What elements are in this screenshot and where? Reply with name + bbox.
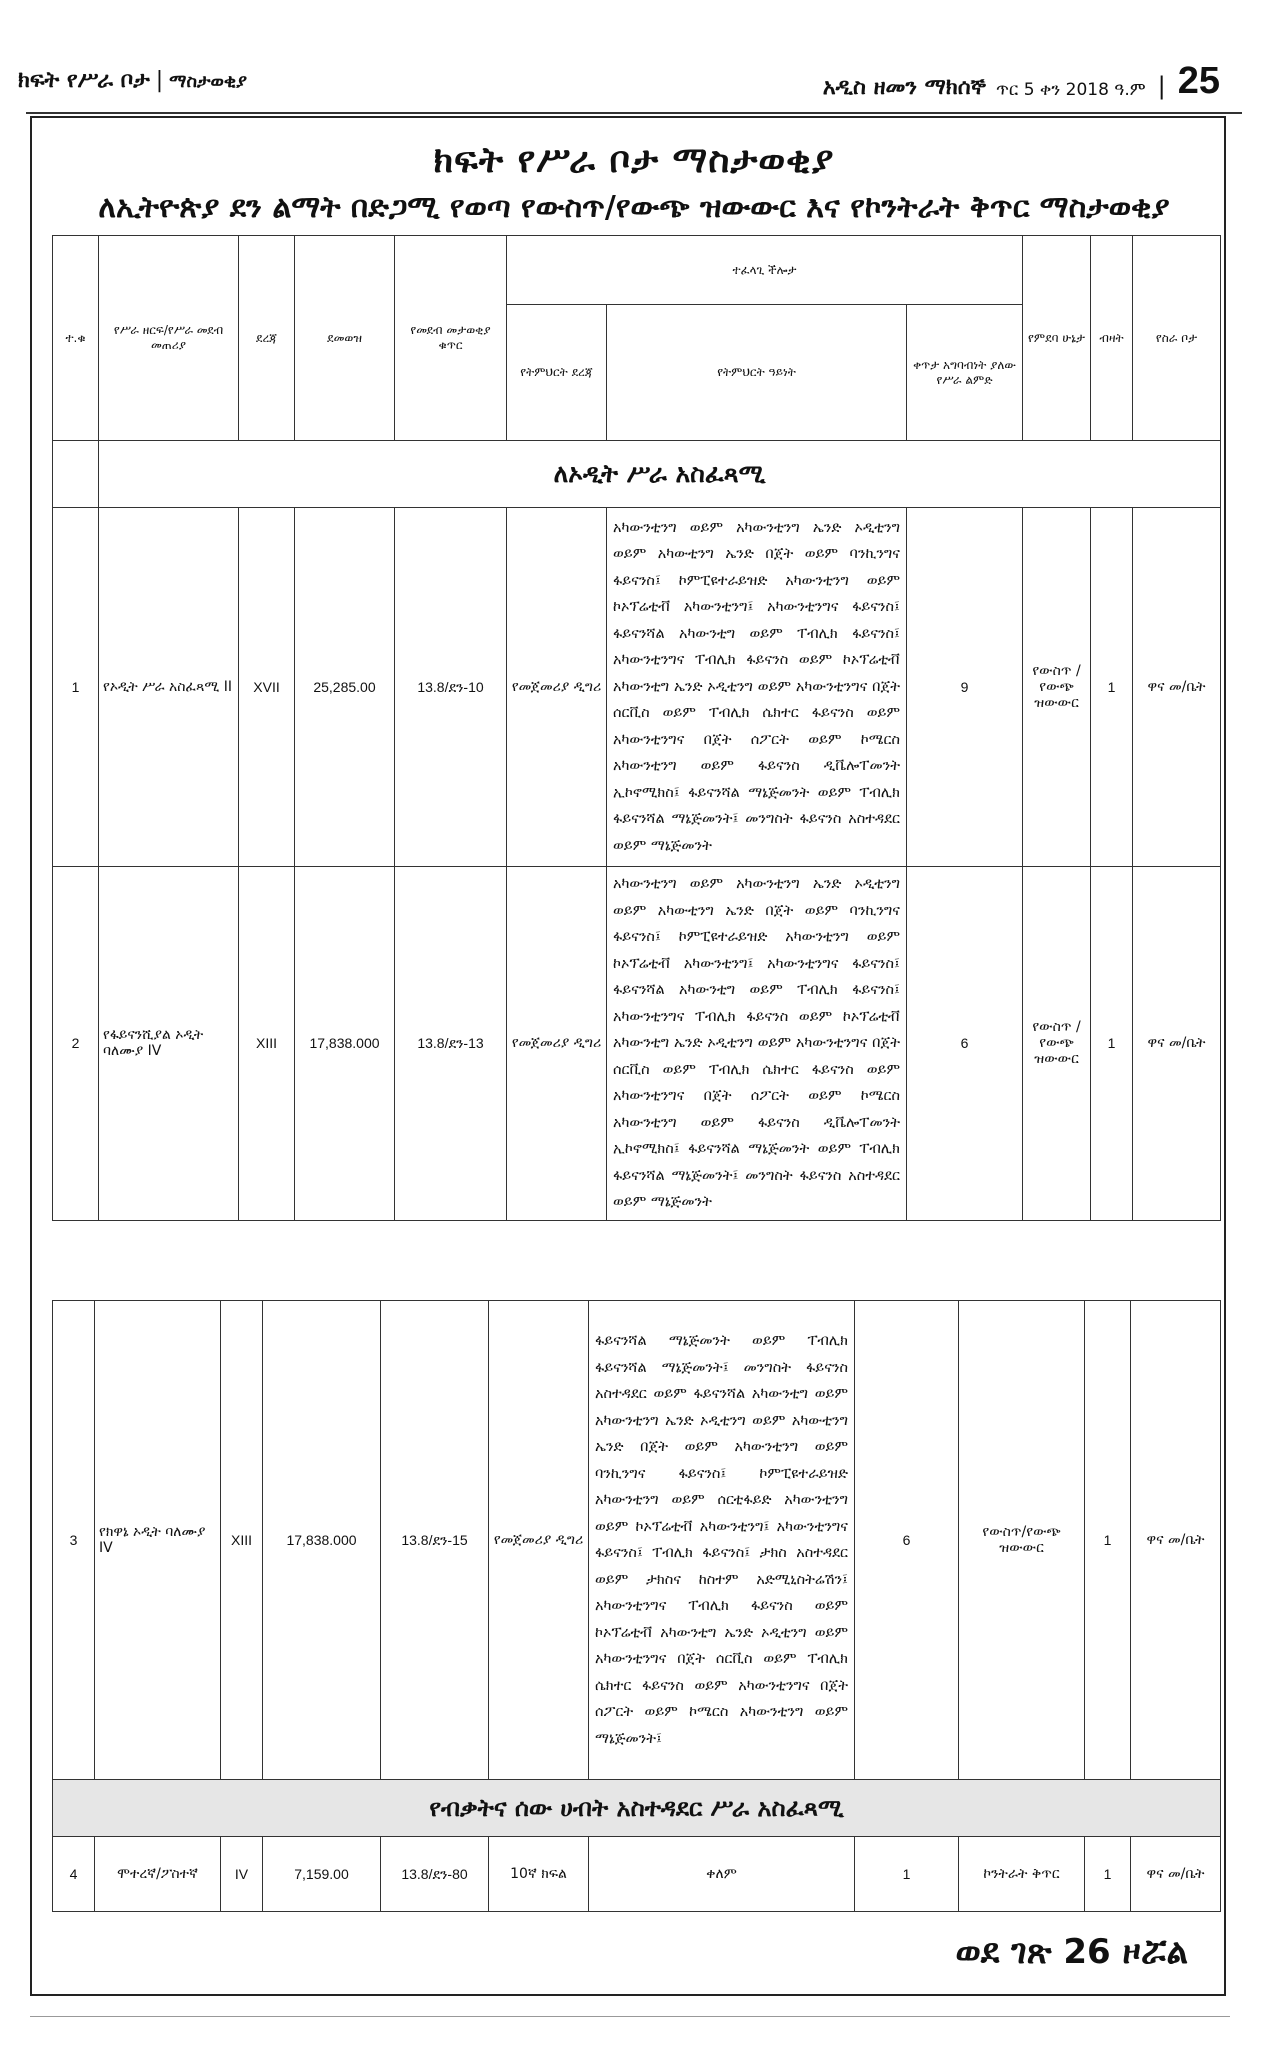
table-row bbox=[53, 1837, 1221, 1912]
col-header-job-title: የሥራ ዘርፍ/የሥራ መደብ መጠሪያ bbox=[99, 236, 239, 441]
publication-section: ክፍት የሥራ ቦታ bbox=[18, 68, 150, 93]
col-header-education-type: የትምህርት ዓይነት bbox=[607, 305, 907, 441]
table-row bbox=[53, 508, 1221, 867]
vacancy-table-2 bbox=[52, 1300, 1221, 1912]
row-no: 2 bbox=[53, 867, 99, 1221]
experience-years: 9 bbox=[907, 508, 1023, 867]
grade: XIII bbox=[221, 1301, 263, 1780]
quantity: 1 bbox=[1085, 1837, 1131, 1912]
education-level: የመጀመሪያ ዲግሪ bbox=[507, 867, 607, 1221]
employment-type: ኮንትራት ቅጥር bbox=[959, 1837, 1085, 1912]
employment-type: የውስጥ / የውጭ ዝውውር bbox=[1023, 867, 1091, 1221]
header-rule bbox=[26, 112, 1242, 114]
continued-on-page: ወደ ገጽ 26 ዞሯል bbox=[955, 1932, 1188, 1972]
col-header-no: ተ.ቁ bbox=[53, 236, 99, 441]
col-header-education-level: የትምህርት ደረጃ bbox=[507, 305, 607, 441]
education-level: የመጀመሪያ ዲግሪ bbox=[489, 1301, 589, 1780]
grade: IV bbox=[221, 1837, 263, 1912]
salary: 17,838.000 bbox=[263, 1301, 381, 1780]
education-type: ቀለም bbox=[589, 1837, 855, 1912]
education-level: 10ኛ ክፍል bbox=[489, 1837, 589, 1912]
footer-rule bbox=[30, 2016, 1230, 2017]
position-id: 13.8/ደን-10 bbox=[395, 508, 507, 867]
employment-type: የውስጥ/የውጭ ዝውውር bbox=[959, 1301, 1085, 1780]
ad-main-title: ክፍት የሥራ ቦታ ማስታወቂያ bbox=[433, 140, 835, 181]
salary: 25,285.00 bbox=[295, 508, 395, 867]
education-type: አካውንቲንግ ወይም አካውንቲንግ ኤንድ ኦዲቲንግ ወይም አካውቲንግ ኤንድ በጀት ወይም ባንኪንግና ፋይናንስ፤ ኮምፒዩተራይዝድ አካውንቲንግ ወይም ኮኦፕሬቲቭ አካውንቲንግ፤ አካውንቲንግና ፋይናንስ፤ ፋይናንሻል አካውንቲግ ወይም ፐብሊክ ፋይናንስ፤ አካውንቲንግና ፐብሊክ ፋይናንስ ወይም ኮኦፕሬቲቭ አካውንቲግ ኤንድ ኦዲቲንግ ወይም አካውንቲንግና በጀት ሰርቪስ ወይም ፐብሊክ ሴክተር ፋይናንስ ወይም አካውንቲንግና በጀት ሰፖርት ወይም ኮሜርስ አካውንቲንግ ወይም ፋይናንስ ዲቬሎፐመንት ኢኮኖሚክስ፤ ፋይናንሻል ማኔጅመንት ወይም ፐብሊክ ፋይናንሻል ማኔጅመንት፤ መንግስት ፋይናንስ አስተዳደር ወይም ማኔጅመንት bbox=[607, 508, 907, 867]
ad-subtitle: ለኢትዮጵያ ደን ልማት በድጋሚ የወጣ የውስጥ/የውጭ ዝውውር እና የኮንትራት ቅጥር ማስታወቂያ bbox=[98, 190, 1170, 225]
employment-type: የውስጥ / የውጭ ዝውውር bbox=[1023, 508, 1091, 867]
header-separator: | bbox=[1157, 72, 1166, 100]
section-heading: የብቃትና ሰው ሀብት አስተዳደር ሥራ አስፈጻሚ bbox=[53, 1780, 1221, 1837]
education-type: ፋይናንሻል ማኔጅመንት ወይም ፐብሊክ ፋይናንሻል ማኔጅመንት፤ መንግስት ፋይናንስ አስተዳደር ወይም ፋይናንሻል አካውንቲግ ወይም አካውንቲንግ ኤንድ ኦዲቲንግ ወይም አካውቲንግ ኤንድ በጀት ወይም አካውንቲንግ ወይም ባንኪንግና ፋይናንስ፤ ኮምፒዩተራይዝድ አካውንቲንግ ወይም ሰርቲፋይድ አካውንቲንግ ወይም ኮኦፕሬቲቭ አካውንቲንግ፤ አካውንቲንግና ፋይናንስ፤ ፐብሊክ ፋይናንስ፤ ታክስ አስተዳደር ወይም ታክስና ከስተም አድሚኒስትሬሽን፤ አካውንቲንግና ፐብሊክ ፋይናንስ ወይም ኮኦፕሬቲቭ አካውንቲግ ኤንድ ኦዲቲንግ ወይም አካውንቲንግና በጀት ሰርቪስ ወይም ፐብሊክ ሴክተር ፋይናንስ ወይም አካውንቲንግና በጀት ሰፖርት ወይም ኮሜርስ አካውንቲንግ ወይም ማኔጅመንት፤ bbox=[589, 1301, 855, 1780]
salary: 17,838.000 bbox=[295, 867, 395, 1221]
col-header-experience: ቀጥታ አግባብነት ያለው የሥራ ልምድ bbox=[907, 305, 1023, 441]
grade: XIII bbox=[239, 867, 295, 1221]
header-separator: | bbox=[155, 68, 164, 93]
section-heading-row bbox=[53, 1780, 1221, 1837]
quantity: 1 bbox=[1091, 867, 1133, 1221]
position-id: 13.8/ደን-13 bbox=[395, 867, 507, 1221]
work-place: ዋና መ/ቤት bbox=[1131, 1301, 1221, 1780]
work-place: ዋና መ/ቤት bbox=[1131, 1837, 1221, 1912]
education-level: የመጀመሪያ ዲግሪ bbox=[507, 508, 607, 867]
work-place: ዋና መ/ቤት bbox=[1133, 508, 1221, 867]
job-title: የክዋኔ ኦዲት ባለሙያ IV bbox=[95, 1301, 221, 1780]
work-place: ዋና መ/ቤት bbox=[1133, 867, 1221, 1221]
newspaper-name: አዲስ ዘመን ማክሰኞ bbox=[822, 75, 986, 100]
issue-date: ጥር 5 ቀን 2018 ዓ.ም bbox=[995, 80, 1146, 100]
job-title: የፋይናንሺያል ኦዲት ባለሙያ IV bbox=[99, 867, 239, 1221]
vacancy-table-1 bbox=[52, 235, 1221, 1221]
table-row bbox=[53, 867, 1221, 1221]
section-heading: ለኦዲት ሥራ አስፈጻሚ bbox=[99, 441, 1221, 508]
header-row bbox=[53, 236, 1221, 305]
col-header-quantity: ብዛት bbox=[1091, 236, 1133, 441]
education-type: አካውንቲንግ ወይም አካውንቲንግ ኤንድ ኦዲቲንግ ወይም አካውቲንግ ኤንድ በጀት ወይም ባንኪንግና ፋይናንስ፤ ኮምፒዩተራይዝድ አካውንቲንግ ወይም ኮኦፕሬቲቭ አካውንቲንግ፤ አካውንቲንግና ፋይናንስ፤ ፋይናንሻል አካውንቲግ ወይም ፐብሊክ ፋይናንስ፤ አካውንቲንግና ፐብሊክ ፋይናንስ ወይም ኮኦፕሬቲቭ አካውንቲግ ኤንድ ኦዲቲንግ ወይም አካውንቲንግና በጀት ሰርቪስ ወይም ፐብሊክ ሴክተር ፋይናንስ ወይም አካውንቲንግና በጀት ሰፖርት ወይም ኮሜርስ አካውንቲንግ ወይም ፋይናንስ ዲቬሎፐመንት ኢኮኖሚክስ፤ ፋይናንሻል ማኔጅመንት ወይም ፐብሊክ ፋይናንሻል ማኔጅመንት፤ መንግስት ፋይናንስ አስተዳደር ወይም ማኔጅመንት bbox=[607, 867, 907, 1221]
job-title: ሞተረኛ/ፖስተኛ bbox=[95, 1837, 221, 1912]
col-header-required-competency: ተፈላጊ ችሎታ bbox=[507, 236, 1023, 305]
page-header bbox=[0, 62, 1268, 112]
header-right bbox=[823, 62, 1220, 100]
table-row bbox=[53, 1301, 1221, 1780]
experience-years: 1 bbox=[855, 1837, 959, 1912]
page-number: 25 bbox=[1177, 60, 1220, 102]
col-header-employment-type: የምደባ ሁኔታ bbox=[1023, 236, 1091, 441]
job-title: የኦዲት ሥራ አስፈጻሚ II bbox=[99, 508, 239, 867]
salary: 7,159.00 bbox=[263, 1837, 381, 1912]
quantity: 1 bbox=[1085, 1301, 1131, 1780]
position-id: 13.8/ደን-80 bbox=[381, 1837, 489, 1912]
header-left bbox=[18, 68, 247, 93]
experience-years: 6 bbox=[855, 1301, 959, 1780]
row-no: 4 bbox=[53, 1837, 95, 1912]
col-header-salary: ደመወዝ bbox=[295, 236, 395, 441]
col-header-work-place: የስራ ቦታ bbox=[1133, 236, 1221, 441]
experience-years: 6 bbox=[907, 867, 1023, 1221]
section-heading-row bbox=[53, 441, 1221, 508]
position-id: 13.8/ደን-15 bbox=[381, 1301, 489, 1780]
col-header-grade: ደረጃ bbox=[239, 236, 295, 441]
row-no: 3 bbox=[53, 1301, 95, 1780]
row-no: 1 bbox=[53, 508, 99, 867]
grade: XVII bbox=[239, 508, 295, 867]
quantity: 1 bbox=[1091, 508, 1133, 867]
subsection-label: ማስታወቂያ bbox=[169, 71, 247, 92]
col-header-position-id: የመደብ መታወቂያ ቁጥር bbox=[395, 236, 507, 441]
